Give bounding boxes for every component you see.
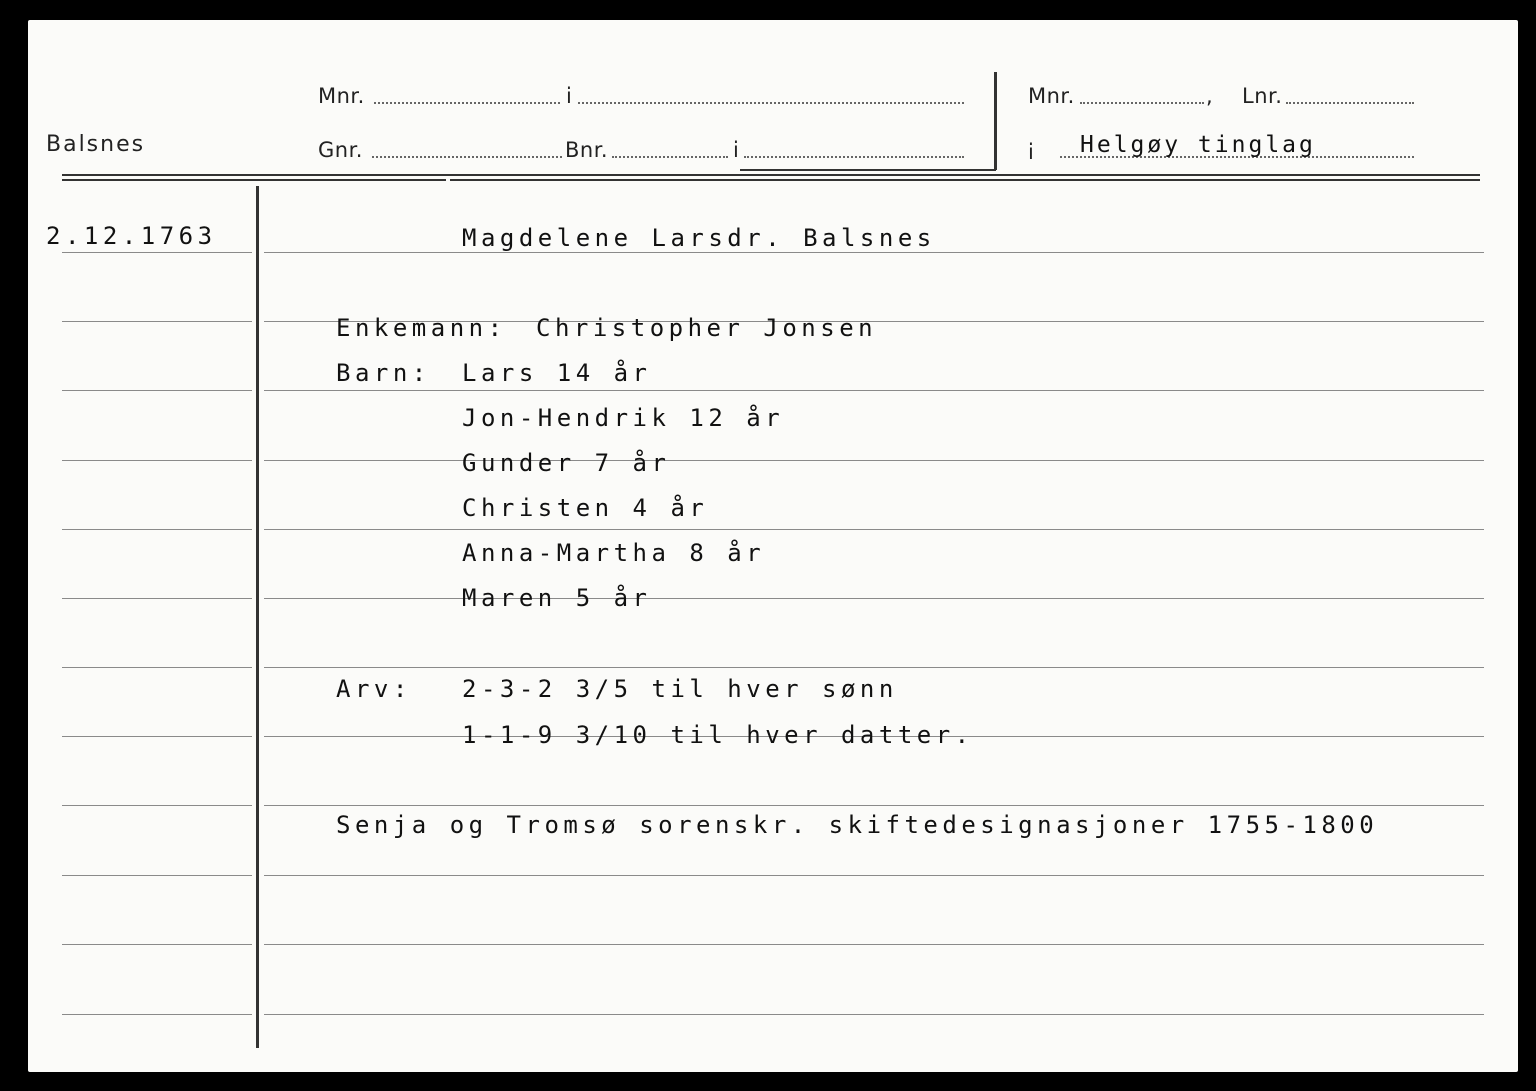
lnr-label: Lnr. <box>1242 84 1283 108</box>
ruled-line <box>264 875 1484 876</box>
i-label-3: i <box>1028 140 1035 164</box>
child-entry: Gunder 7 år <box>462 449 671 477</box>
ruled-line <box>264 252 1484 253</box>
bnr-field <box>612 156 728 158</box>
enkemann-label: Enkemann: <box>336 314 507 342</box>
arv-daughter: 1-1-9 3/10 til hver datter. <box>462 721 974 749</box>
ruled-line <box>62 944 252 945</box>
deceased-name: Magdelene Larsdr. Balsnes <box>462 224 936 252</box>
ruled-line <box>62 460 252 461</box>
i-label: i <box>566 84 573 108</box>
header-rule-underline <box>740 169 996 171</box>
ruled-line <box>264 667 1484 668</box>
bnr-label: Bnr. <box>565 138 609 162</box>
header-divider <box>994 72 997 170</box>
ruled-line <box>62 252 252 253</box>
comma-separator: , <box>1206 84 1214 108</box>
header-rule-left <box>62 179 446 181</box>
ruled-line <box>62 1014 252 1015</box>
ruled-line <box>62 321 252 322</box>
gnr-field <box>372 156 562 158</box>
mnr-field <box>374 102 560 104</box>
i-field-2 <box>744 156 964 158</box>
ruled-line <box>62 598 252 599</box>
ruled-line <box>264 944 1484 945</box>
tinglag-value: Helgøy tinglag <box>1080 132 1316 158</box>
entry-date: 2.12.1763 <box>46 222 217 250</box>
arv-son: 2-3-2 3/5 til hver sønn <box>462 675 898 703</box>
i-label-2: i <box>733 138 740 162</box>
ruled-line <box>264 529 1484 530</box>
i-field <box>578 102 964 104</box>
ruled-line <box>264 1014 1484 1015</box>
header-rule-right <box>450 179 1480 181</box>
arv-label: Arv: <box>336 675 412 703</box>
ruled-line <box>264 390 1484 391</box>
child-entry: Lars 14 år <box>462 359 652 387</box>
child-entry: Jon-Hendrik 12 år <box>462 404 785 432</box>
mnr-label: Mnr. <box>318 84 365 108</box>
ruled-line <box>264 460 1484 461</box>
child-entry: Maren 5 år <box>462 584 652 612</box>
header-rule-top <box>62 174 1480 176</box>
gnr-label: Gnr. <box>318 138 363 162</box>
barn-label: Barn: <box>336 359 431 387</box>
child-entry: Christen 4 år <box>462 494 709 522</box>
ruled-line <box>62 875 252 876</box>
source-reference: Senja og Tromsø sorenskr. skiftedesignasjoner 1755-1800 <box>336 811 1379 839</box>
mnr-label-2: Mnr. <box>1028 84 1075 108</box>
lnr-field <box>1286 102 1414 104</box>
enkemann-value: Christopher Jonsen <box>536 314 878 342</box>
ruled-line <box>264 598 1484 599</box>
column-divider <box>256 186 259 1048</box>
index-card <box>28 20 1518 1072</box>
ruled-line <box>264 805 1484 806</box>
child-entry: Anna-Martha 8 år <box>462 539 766 567</box>
ruled-line <box>62 529 252 530</box>
ruled-line <box>62 667 252 668</box>
mnr-field-2 <box>1080 102 1204 104</box>
ruled-line <box>62 736 252 737</box>
place-name: Balsnes <box>46 132 146 157</box>
ruled-line <box>62 805 252 806</box>
ruled-line <box>62 390 252 391</box>
